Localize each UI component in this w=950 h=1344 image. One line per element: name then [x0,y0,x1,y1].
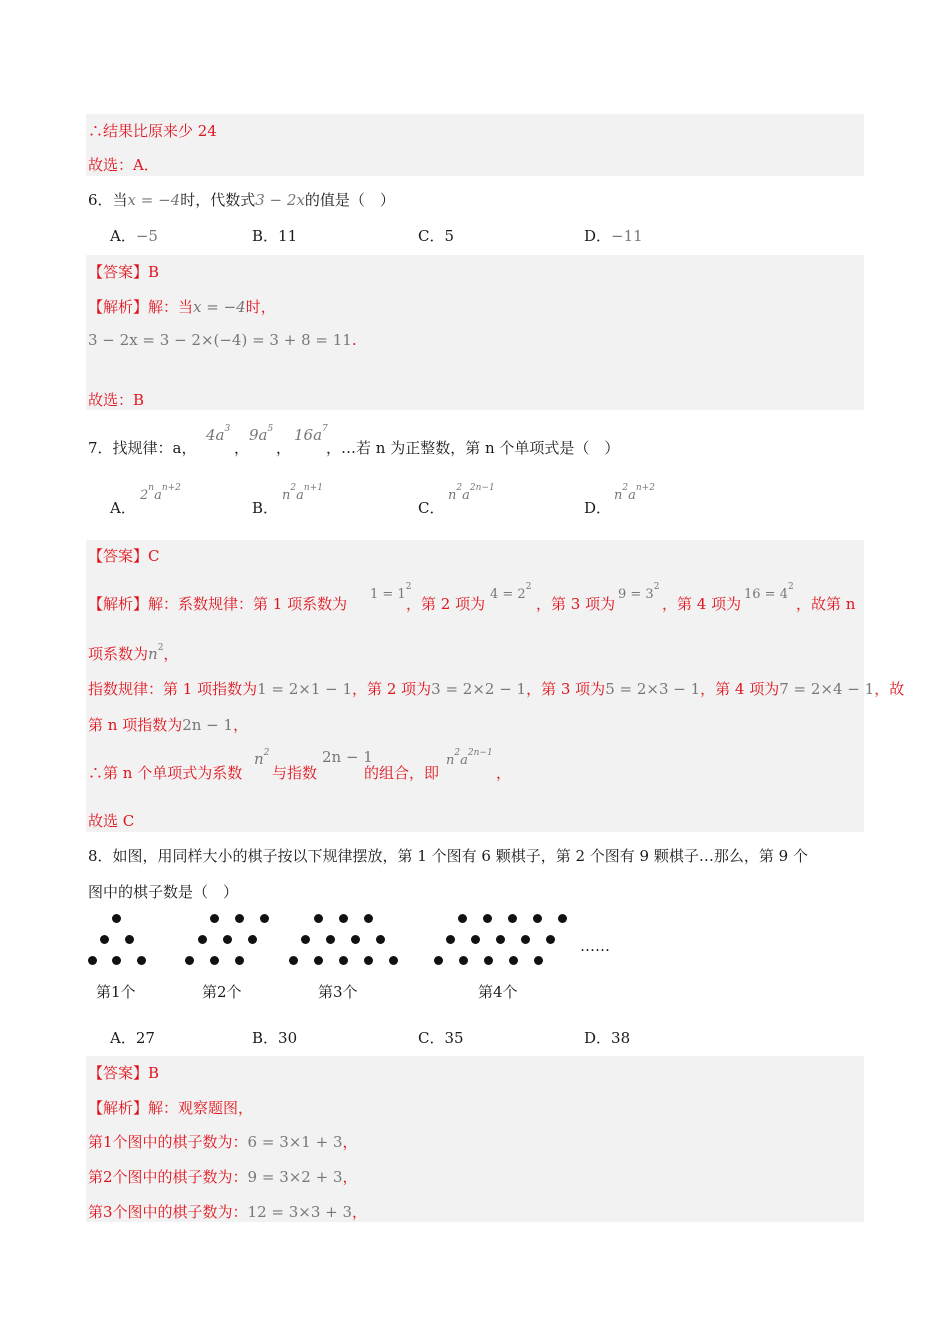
q6-option-a: A．−5 [110,227,158,245]
piece [508,914,517,923]
q7-line-2: 项系数为$n^2$， [88,643,179,663]
q7-line-1-m4: $16 = 4^2$ [744,582,794,602]
q8-option-c: C．35 [418,1029,464,1047]
piece [471,935,480,944]
q7-line-1-m3: $9 = 3^2$ [618,582,660,602]
piece [112,956,121,965]
piece [389,956,398,965]
prev-line-2: 故选：A． [88,156,159,174]
piece [434,956,443,965]
piece [351,935,360,944]
q7-line-1a: 【解析】解：系数规律：第 1 项系数为 [88,595,348,613]
q7-line-1d: ，第 4 项为 [662,595,742,613]
piece [235,956,244,965]
q6-calculation: 3 − 2x = 3 − 2×(−4) = 3 + 8 = 11. [88,331,357,349]
piece [198,935,207,944]
piece [314,914,323,923]
piece [446,935,455,944]
q7-line-1-m2: $4 = 2^2$ [490,582,532,602]
q6-expression: 3 − 2x [255,191,305,209]
figure-label-2: 第2个 [202,983,242,1001]
q7-stem: 7．找规律：a， [88,439,197,457]
piece [125,935,134,944]
q7-option-c-label: C． [418,499,445,517]
piece [260,914,269,923]
figure-ellipsis: …… [580,937,610,955]
piece [546,935,555,944]
piece [210,914,219,923]
q7-answer: 【答案】C [88,547,160,565]
piece [484,956,493,965]
q8-row-3: 第3个图中的棋子数为：12 = 3×3 + 3， [88,1203,368,1221]
q7-option-c-expr: $n^2a^{2n-1}$ [448,483,495,503]
q7-conclusion: 故选 C [88,812,135,830]
q8-stem-1: 8．如图，用同样大小的棋子按以下规律摆放，第 1 个图有 6 颗棋子，第 2 个图有 9 颗棋子…那么，第 9 个 [88,847,808,865]
q7-option-d-expr: $n^2a^{n+2}$ [614,483,655,503]
piece [223,935,232,944]
piece [458,914,467,923]
q7-line-5a: ∴第 n 个单项式为系数 [88,764,243,782]
piece [339,914,348,923]
figure-label-4: 第4个 [478,983,518,1001]
piece [248,935,257,944]
q8-option-b: B．30 [252,1029,298,1047]
q6-conclusion: 故选：B [88,391,145,409]
piece [558,914,567,923]
q6-condition: x = −4 [127,191,181,209]
piece [185,956,194,965]
q7-term-2: $4a^3$ [206,424,231,444]
piece [137,956,146,965]
q7-line-1c: ，第 3 项为 [536,595,616,613]
q7-option-d-label: D． [584,499,612,517]
piece [235,914,244,923]
q7-option-b-label: B． [252,499,279,517]
q7-line-4: 第 n 项指数为2n − 1， [88,716,249,734]
piece [289,956,298,965]
q7-line-3: 指数规律：第 1 项指数为1 = 2×1 − 1，第 2 项为3 = 2×2 − 1，第 3 项为5 = 2×3 − 1，第 4 项为7 = 2×4 − 1，故 [88,680,905,698]
piece [534,956,543,965]
q7-option-a-label: A． [110,499,136,517]
q7-line-1e: ，故第 n [796,595,856,613]
q7-line-1b: ，第 2 项为 [406,595,486,613]
q7-line-1-m1: $1 = 1^2$ [370,582,412,602]
q7-line-5d: ， [496,764,512,782]
piece [364,956,373,965]
q7-line-5-m1: $n^2$ [254,748,270,768]
q7-line-5c: 的组合，即 [364,764,440,782]
q7-line-5b: 与指数 [272,764,318,782]
q8-analysis: 【解析】解：观察题图， [88,1099,254,1117]
q6-stem-a: 6．当 [88,191,128,209]
piece [112,914,121,923]
q6-stem-b: 时，代数式 [180,191,256,209]
q7-term-3: $9a^5$ [249,424,274,444]
prev-line-1: ∴结果比原来少 24 [88,122,217,140]
q6-answer: 【答案】B [88,263,160,281]
q7-stem-b: ，…若 n 为正整数，第 n 个单项式是（ ） [326,439,620,457]
piece [301,935,310,944]
figure-label-3: 第3个 [318,983,358,1001]
q6-analysis: 【解析】解：当x = −4时， [88,298,276,316]
piece [496,935,505,944]
q8-stem-2: 图中的棋子数是（ ） [88,883,239,901]
q6-option-d: D．−11 [584,227,643,245]
piece [521,935,530,944]
piece [314,956,323,965]
q6-stem-c: 的值是（ ） [304,191,395,209]
q8-row-2: 第2个图中的棋子数为：9 = 3×2 + 3， [88,1168,358,1186]
piece [339,956,348,965]
piece [509,956,518,965]
q6-option-c: C．5 [418,227,455,245]
q7-comma-1: ， [234,439,250,457]
piece [210,956,219,965]
q8-row-1: 第1个图中的棋子数为：6 = 3×1 + 3， [88,1133,358,1151]
q6-stem [88,189,395,210]
q7-term-4: $16a^7$ [294,424,328,444]
piece [376,935,385,944]
q7-option-b-expr: $n^2a^{n+1}$ [282,483,323,503]
q7-option-a-expr: $2^na^{n+2}$ [140,483,181,503]
piece [533,914,542,923]
q8-answer: 【答案】B [88,1064,160,1082]
piece [483,914,492,923]
piece [459,956,468,965]
q6-option-b: B．11 [252,227,298,245]
figure-label-1: 第1个 [96,983,136,1001]
q7-line-5-m3: $n^2a^{2n-1}$ [446,748,493,768]
q8-option-d: D．38 [584,1029,631,1047]
piece [326,935,335,944]
q7-line-5-m2: 2n − 1 [322,748,373,766]
q8-option-a: A．27 [110,1029,155,1047]
piece [364,914,373,923]
piece [100,935,109,944]
q7-comma-2: ， [276,439,292,457]
piece [88,956,97,965]
